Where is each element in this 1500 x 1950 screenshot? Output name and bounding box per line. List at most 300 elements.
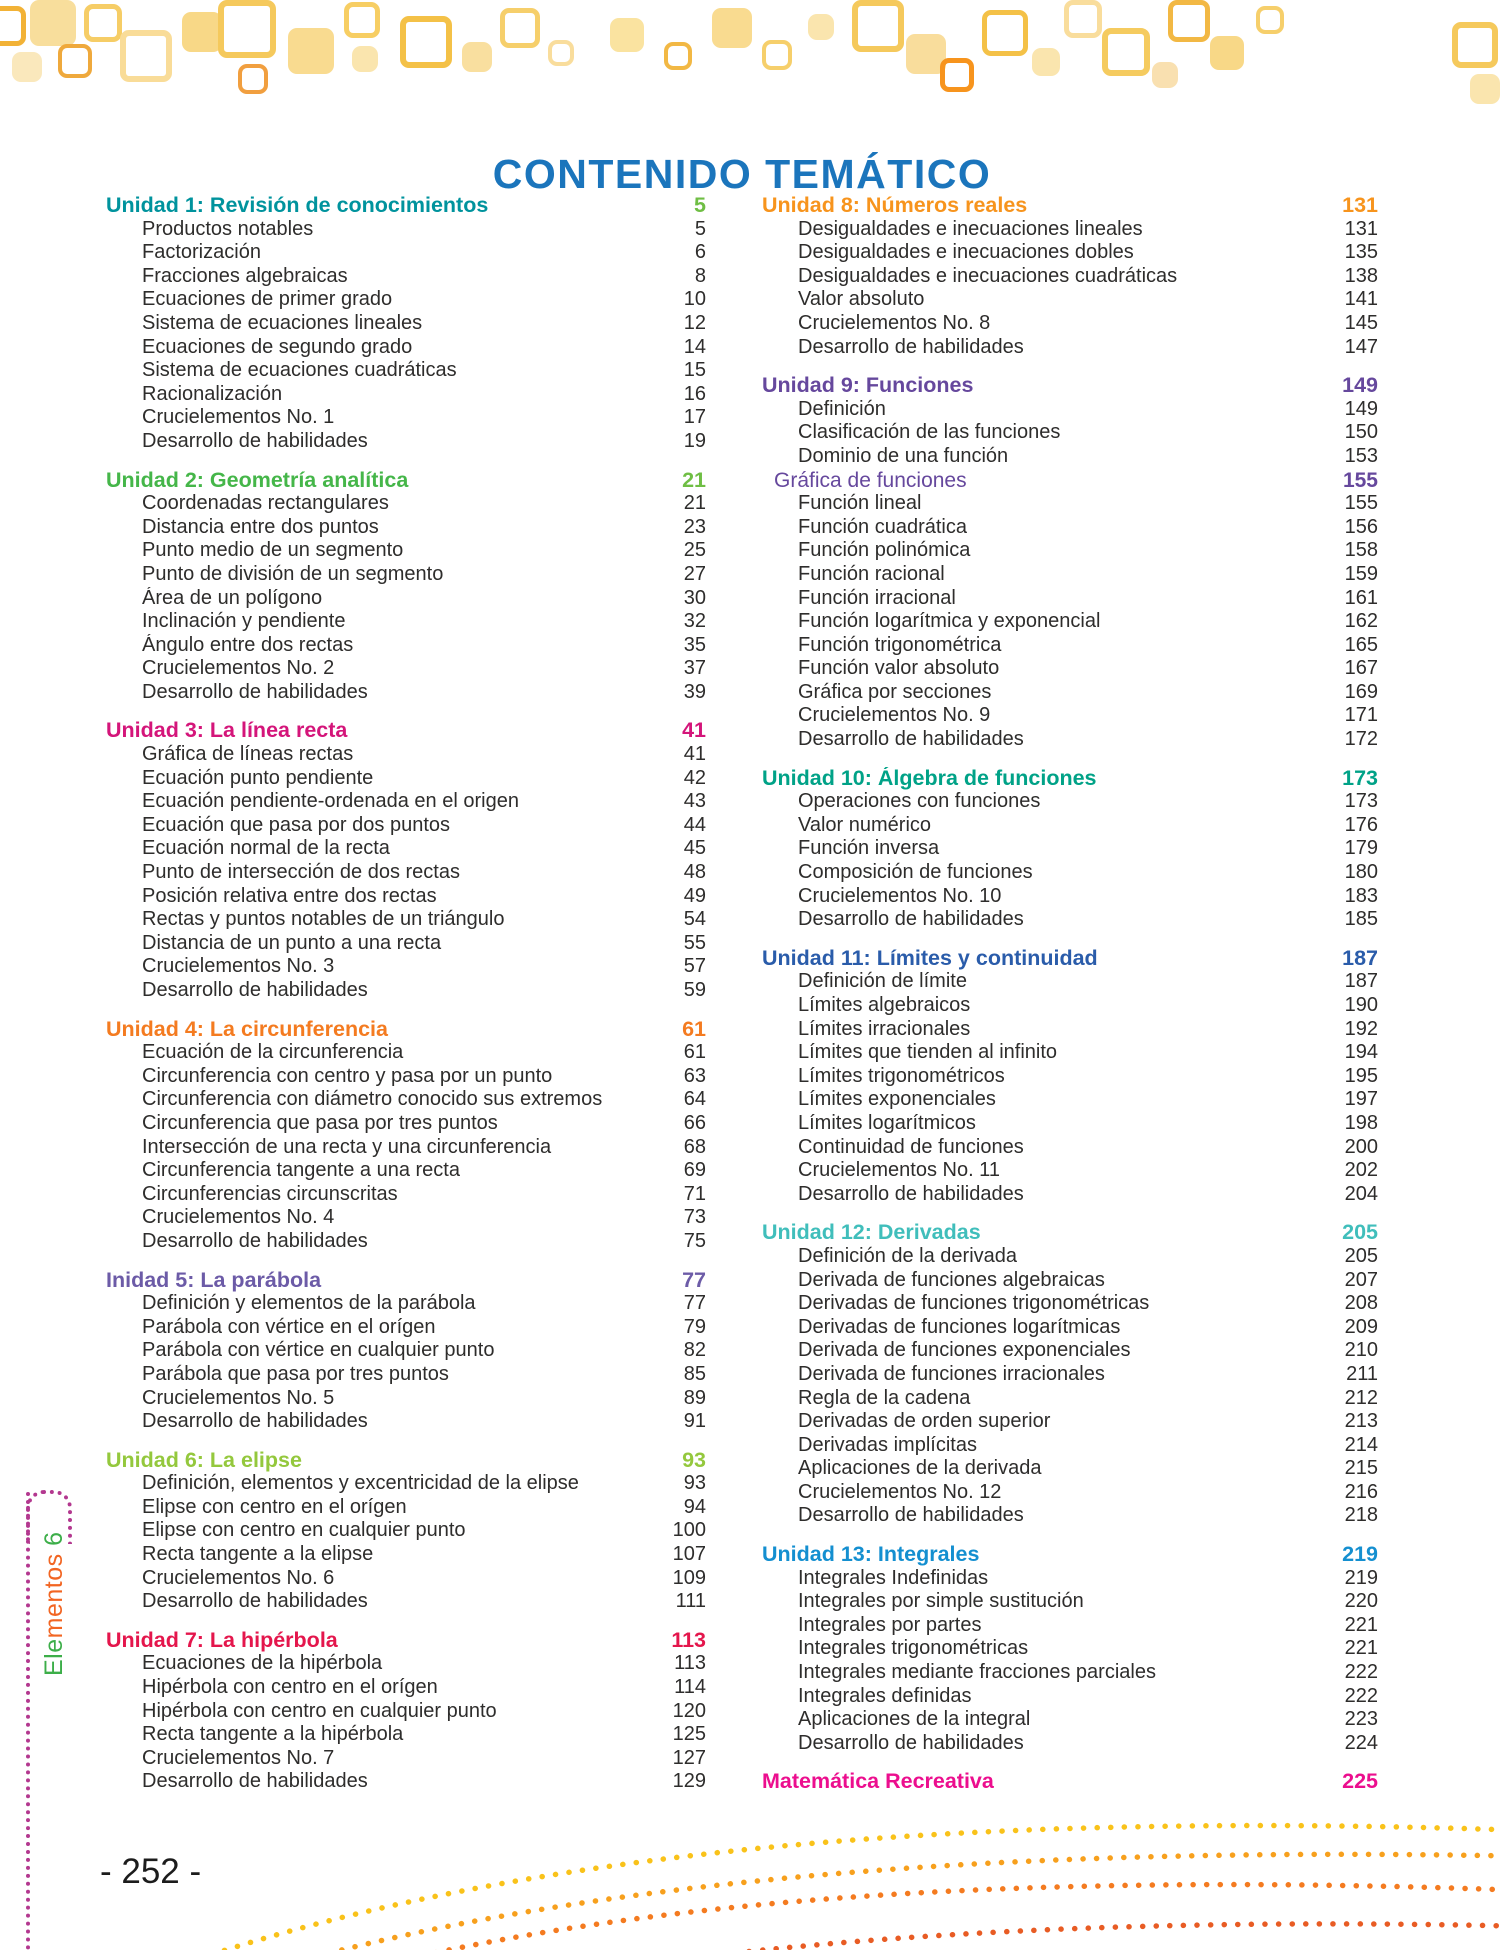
unit-header-row [762, 767, 1378, 791]
toc-item-row [762, 1685, 1378, 1709]
toc-item-label: Punto medio de un segmento [142, 539, 404, 562]
toc-item-row [762, 563, 1378, 587]
toc-item-page-number: 150 [1344, 421, 1378, 444]
toc-item-row [106, 563, 706, 587]
toc-item-row [106, 1543, 706, 1567]
toc-item-page-number: 195 [1344, 1064, 1378, 1087]
toc-item-row [762, 1136, 1378, 1160]
toc-item-page-number: 114 [674, 1676, 706, 1699]
toc-item-label: Circunferencias circunscritas [142, 1182, 398, 1205]
toc-item-row [762, 790, 1378, 814]
subsection-header-row [762, 469, 1378, 493]
toc-item-page-number: 100 [672, 1519, 706, 1542]
rounded-square-decoration [1452, 22, 1498, 68]
toc-unit-section [762, 1221, 1378, 1528]
toc-item-row [762, 1481, 1378, 1505]
toc-item-page-number: 207 [1344, 1268, 1378, 1291]
unit-title: Unidad 10: Álgebra de funciones [762, 766, 1097, 790]
toc-item-row [762, 1504, 1378, 1528]
unit-page-number: 131 [1342, 193, 1378, 217]
toc-item-label: Posición relativa entre dos rectas [142, 884, 437, 907]
unit-header-row [106, 1018, 706, 1042]
toc-item-label: Crucielementos No. 2 [142, 657, 335, 680]
toc-item-row [762, 1339, 1378, 1363]
toc-item-label: Fracciones algebraicas [142, 264, 348, 287]
unit-header-row [762, 947, 1378, 971]
unit-header-row [106, 1269, 706, 1293]
unit-header-row [106, 1629, 706, 1653]
toc-item-label: Recta tangente a la elipse [142, 1543, 374, 1566]
toc-item-page-number: 159 [1344, 562, 1378, 585]
toc-item-label: Límites algebraicos [798, 994, 971, 1016]
toc-item-page-number: 125 [672, 1723, 706, 1746]
unit-title: Unidad 1: Revisión de conocimientos [106, 194, 489, 217]
toc-item-page-number: 89 [683, 1386, 706, 1409]
toc-item-row [762, 265, 1378, 289]
toc-item-row [106, 1112, 706, 1136]
toc-item-page-number: 220 [1344, 1590, 1378, 1613]
unit-title: Unidad 3: La línea recta [106, 719, 348, 743]
toc-column-right [762, 194, 1378, 1794]
toc-item-page-number: 71 [683, 1182, 706, 1205]
toc-item-page-number: 27 [683, 562, 706, 585]
toc-item-page-number: 64 [683, 1088, 706, 1111]
toc-item-row [106, 1723, 706, 1747]
toc-item-row [762, 814, 1378, 838]
toc-item-label: Función inversa [798, 837, 940, 860]
toc-item-row [762, 728, 1378, 752]
toc-item-page-number: 54 [683, 908, 706, 931]
toc-item-page-number: 198 [1344, 1111, 1378, 1134]
rounded-square-decoration [12, 52, 42, 82]
toc-item-row [762, 1387, 1378, 1411]
rounded-square-decoration [610, 18, 644, 52]
toc-item-label: Crucielementos No. 8 [798, 311, 991, 334]
toc-item-label: Desarrollo de habilidades [798, 335, 1024, 358]
toc-item-page-number: 66 [683, 1111, 706, 1134]
toc-item-page-number: 216 [1344, 1480, 1378, 1503]
toc-item-label: Racionalización [142, 382, 283, 405]
toc-item-row [106, 539, 706, 563]
toc-item-row [762, 241, 1378, 265]
toc-item-label: Función racional [798, 562, 945, 585]
toc-item-label: Inclinación y pendiente [142, 610, 346, 633]
toc-item-row [762, 994, 1378, 1018]
toc-item-label: Continuidad de funciones [798, 1135, 1024, 1158]
toc-item-label: Ecuación de la circunferencia [142, 1041, 404, 1064]
toc-item-row [106, 861, 706, 885]
toc-item-label: Ecuación pendiente-ordenada en el origen [142, 790, 519, 813]
toc-item-label: Circunferencia con diámetro conocido sus extremos [142, 1088, 603, 1111]
toc-item-page-number: 120 [672, 1699, 706, 1722]
toc-item-row [762, 288, 1378, 312]
toc-item-page-number: 224 [1344, 1731, 1378, 1754]
toc-item-page-number: 153 [1344, 444, 1378, 467]
toc-item-label: Ecuación que pasa por dos puntos [142, 813, 450, 836]
toc-item-label: Recta tangente a la hipérbola [142, 1723, 404, 1746]
toc-item-page-number: 213 [1344, 1410, 1378, 1433]
toc-item-row [106, 1652, 706, 1676]
footer-page-number: - 252 - [100, 1852, 202, 1891]
toc-item-row [106, 587, 706, 611]
toc-item-row [106, 657, 706, 681]
toc-item-label: Distancia de un punto a una recta [142, 931, 442, 954]
toc-item-label: Derivadas de funciones logarítmicas [798, 1315, 1121, 1338]
rounded-square-decoration [1064, 0, 1102, 38]
unit-page-number: 225 [1342, 1769, 1378, 1794]
toc-item-row [762, 1088, 1378, 1112]
toc-item-page-number: 127 [672, 1746, 706, 1769]
toc-item-label: Punto de intersección de dos rectas [142, 861, 460, 884]
toc-item-label: Factorización [142, 241, 261, 264]
toc-item-page-number: 218 [1344, 1504, 1378, 1527]
toc-item-label: Gráfica por secciones [798, 680, 992, 703]
toc-item-page-number: 32 [683, 610, 706, 633]
unit-title: Matemática Recreativa [762, 1770, 994, 1794]
toc-item-label: Valor absoluto [798, 288, 925, 311]
toc-item-row [106, 1590, 706, 1614]
rounded-square-decoration [1102, 28, 1150, 76]
toc-item-label: Circunferencia que pasa por tres puntos [142, 1111, 498, 1134]
toc-item-page-number: 107 [672, 1543, 706, 1566]
toc-item-page-number: 211 [1346, 1362, 1378, 1385]
rounded-square-decoration [120, 30, 172, 82]
toc-item-label: Desigualdades e inecuaciones lineales [798, 217, 1143, 240]
unit-page-number: 155 [1342, 468, 1378, 492]
toc-item-page-number: 91 [683, 1410, 706, 1433]
toc-item-page-number: 85 [683, 1362, 706, 1385]
toc-item-label: Función irracional [798, 586, 956, 609]
toc-item-label: Gráfica de líneas rectas [142, 743, 354, 766]
toc-item-label: Desarrollo de habilidades [798, 1182, 1024, 1205]
unit-header-row [762, 1543, 1378, 1567]
toc-item-label: Desarrollo de habilidades [798, 1504, 1024, 1527]
toc-item-page-number: 165 [1344, 633, 1378, 656]
unit-header-row [762, 1770, 1378, 1794]
toc-unit-section [106, 719, 706, 1002]
toc-item-row [106, 885, 706, 909]
toc-item-row [106, 336, 706, 360]
toc-item-row [762, 1292, 1378, 1316]
toc-item-row [106, 1410, 706, 1434]
toc-item-row [762, 837, 1378, 861]
toc-item-row [106, 1363, 706, 1387]
toc-item-page-number: 17 [683, 406, 706, 429]
toc-item-label: Crucielementos No. 11 [798, 1159, 1000, 1182]
toc-item-page-number: 205 [1344, 1244, 1378, 1267]
toc-item-row [762, 1065, 1378, 1089]
toc-item-page-number: 221 [1344, 1613, 1378, 1636]
toc-item-label: Circunferencia con centro y pasa por un punto [142, 1064, 553, 1087]
toc-item-label: Desigualdades e inecuaciones cuadráticas [798, 264, 1178, 287]
toc-item-page-number: 204 [1344, 1182, 1378, 1205]
toc-item-label: Área de un polígono [142, 586, 323, 609]
toc-item-page-number: 44 [683, 813, 706, 836]
toc-item-page-number: 15 [683, 359, 706, 382]
toc-item-row [762, 681, 1378, 705]
toc-item-page-number: 45 [683, 837, 706, 860]
toc-item-label: Integrales definidas [798, 1684, 972, 1707]
unit-title: Unidad 8: Números reales [762, 194, 1028, 217]
toc-item-row [762, 1183, 1378, 1207]
toc-item-label: Rectas y puntos notables de un triángulo [142, 908, 505, 931]
toc-item-label: Coordenadas rectangulares [142, 492, 389, 515]
toc-item-page-number: 42 [683, 766, 706, 789]
toc-item-label: Crucielementos No. 9 [798, 704, 991, 727]
toc-item-row [762, 398, 1378, 422]
toc-item-row [106, 1519, 706, 1543]
toc-item-page-number: 131 [1344, 217, 1378, 240]
toc-item-page-number: 61 [683, 1041, 706, 1064]
toc-item-row [106, 1230, 706, 1254]
toc-item-page-number: 16 [683, 382, 706, 405]
toc-item-label: Crucielementos No. 10 [798, 884, 1002, 907]
rounded-square-decoration [940, 58, 974, 92]
toc-item-label: Sistema de ecuaciones lineales [142, 311, 423, 334]
toc-item-row [106, 1041, 706, 1065]
toc-item-label: Crucielementos No. 3 [142, 955, 335, 978]
toc-item-label: Límites exponenciales [798, 1088, 996, 1111]
unit-header-row [106, 469, 706, 493]
toc-item-page-number: 43 [683, 790, 706, 813]
unit-page-number: 219 [1342, 1542, 1378, 1567]
page-title: CONTENIDO TEMÁTICO [492, 151, 992, 198]
toc-item-row [106, 1472, 706, 1496]
toc-item-row [106, 1676, 706, 1700]
toc-item-page-number: 111 [675, 1590, 706, 1613]
toc-item-label: Definición de límite [798, 970, 967, 993]
toc-item-page-number: 35 [683, 633, 706, 656]
toc-item-row [106, 288, 706, 312]
toc-item-label: Crucielementos No. 5 [142, 1386, 335, 1409]
rounded-square-decoration [500, 8, 540, 48]
toc-item-page-number: 169 [1344, 680, 1378, 703]
toc-item-label: Crucielementos No. 12 [798, 1480, 1002, 1503]
toc-item-page-number: 197 [1344, 1088, 1378, 1111]
toc-item-label: Definición, elementos y excentricidad de la elipse [142, 1472, 579, 1495]
toc-item-page-number: 147 [1344, 335, 1378, 358]
toc-unit-section [106, 1269, 706, 1434]
toc-unit-section [106, 469, 706, 705]
rounded-square-decoration [182, 12, 222, 52]
toc-item-page-number: 41 [683, 743, 706, 766]
unit-page-number: 5 [694, 193, 706, 217]
toc-item-row [106, 932, 706, 956]
unit-header-row [106, 719, 706, 743]
toc-item-label: Función logarítmica y exponencial [798, 610, 1101, 633]
toc-item-row [106, 908, 706, 932]
toc-item-label: Productos notables [142, 217, 314, 240]
rounded-square-decoration [1256, 6, 1284, 34]
toc-item-label: Desarrollo de habilidades [142, 1590, 368, 1613]
toc-item-page-number: 113 [674, 1652, 706, 1675]
toc-item-row [762, 1018, 1378, 1042]
toc-item-row [762, 421, 1378, 445]
toc-item-page-number: 129 [672, 1770, 706, 1793]
toc-item-row [106, 837, 706, 861]
toc-item-row [106, 312, 706, 336]
toc-item-label: Clasificación de las funciones [798, 421, 1061, 444]
toc-item-row [762, 1245, 1378, 1269]
unit-page-number: 187 [1342, 945, 1378, 970]
toc-item-page-number: 37 [683, 657, 706, 680]
toc-item-label: Desarrollo de habilidades [798, 1731, 1024, 1754]
toc-item-label: Dominio de una función [798, 444, 1009, 467]
toc-item-page-number: 21 [683, 492, 706, 515]
dotted-arc-decoration [330, 1885, 1500, 1950]
toc-unit-section [106, 194, 706, 454]
unit-title: Unidad 13: Integrales [762, 1543, 980, 1567]
toc-item-label: Parábola con vértice en el orígen [142, 1315, 436, 1338]
toc-item-label: Desarrollo de habilidades [142, 979, 368, 1001]
rounded-square-decoration [1210, 36, 1244, 70]
rounded-square-decoration [1168, 0, 1210, 42]
toc-item-row [762, 1614, 1378, 1638]
toc-item-label: Elipse con centro en el orígen [142, 1495, 407, 1518]
toc-item-page-number: 221 [1344, 1637, 1378, 1660]
toc-item-label: Punto de división de un segmento [142, 562, 444, 585]
toc-item-row [762, 1112, 1378, 1136]
toc-item-label: Composición de funciones [798, 861, 1033, 884]
toc-item-row [762, 1159, 1378, 1183]
unit-title: Unidad 9: Funciones [762, 374, 974, 398]
toc-item-label: Regla de la cadena [798, 1386, 971, 1409]
toc-item-row [106, 610, 706, 634]
rounded-square-decoration [462, 42, 492, 72]
toc-item-row [762, 657, 1378, 681]
toc-item-label: Intersección de una recta y una circunferencia [142, 1135, 552, 1158]
toc-item-row [106, 1496, 706, 1520]
toc-item-label: Derivada de funciones irracionales [798, 1362, 1105, 1385]
toc-column-left [106, 194, 706, 1794]
toc-item-label: Operaciones con funciones [798, 790, 1041, 813]
unit-header-row [762, 374, 1378, 398]
unit-title: Inidad 5: La parábola [106, 1268, 322, 1292]
toc-item-row [762, 1434, 1378, 1458]
rounded-square-decoration [762, 40, 792, 70]
side-tab-dotted-line [26, 1492, 30, 1950]
toc-item-page-number: 162 [1344, 610, 1378, 633]
toc-item-label: Función trigonométrica [798, 633, 1002, 656]
toc-item-row [106, 516, 706, 540]
toc-item-page-number: 210 [1344, 1339, 1378, 1362]
toc-item-label: Definición [798, 397, 886, 420]
toc-item-row [762, 1316, 1378, 1340]
toc-item-row [762, 1590, 1378, 1614]
toc-item-page-number: 141 [1344, 288, 1378, 311]
unit-page-number: 21 [682, 467, 706, 492]
toc-item-row [762, 1363, 1378, 1387]
rounded-square-decoration [0, 6, 26, 46]
unit-title: Unidad 6: La elipse [106, 1448, 302, 1472]
toc-item-label: Elipse con centro en cualquier punto [142, 1519, 466, 1542]
toc-item-row [762, 1041, 1378, 1065]
toc-subsection [762, 469, 1378, 752]
toc-item-label: Función lineal [798, 492, 922, 515]
unit-page-number: 93 [682, 1447, 706, 1472]
toc-item-row [106, 634, 706, 658]
dotted-arc-decoration [480, 1924, 1500, 1950]
toc-item-page-number: 79 [683, 1315, 706, 1338]
side-tab-label-green-start: Ele [40, 1638, 68, 1676]
toc-item-row [762, 1637, 1378, 1661]
toc-item-row [106, 1088, 706, 1112]
toc-item-label: Ángulo entre dos rectas [142, 633, 354, 656]
toc-item-label: Crucielementos No. 4 [142, 1206, 335, 1229]
toc-item-row [106, 1770, 706, 1794]
toc-item-row [762, 861, 1378, 885]
toc-item-page-number: 214 [1344, 1433, 1378, 1456]
toc-unit-section [762, 1770, 1378, 1794]
toc-item-page-number: 30 [683, 586, 706, 609]
toc-item-page-number: 10 [683, 288, 706, 311]
toc-item-page-number: 57 [683, 955, 706, 978]
toc-item-label: Crucielementos No. 7 [142, 1746, 335, 1769]
toc-item-row [762, 908, 1378, 932]
toc-item-row [106, 1316, 706, 1340]
toc-item-label: Distancia entre dos puntos [142, 515, 379, 538]
toc-item-page-number: 192 [1344, 1017, 1378, 1040]
toc-unit-section [762, 374, 1378, 468]
toc-item-row [106, 955, 706, 979]
toc-item-row [106, 1292, 706, 1316]
toc-item-page-number: 171 [1344, 704, 1378, 727]
toc-item-page-number: 180 [1344, 861, 1378, 884]
rounded-square-decoration [30, 0, 76, 46]
toc-item-page-number: 6 [694, 241, 706, 264]
unit-page-number: 205 [1342, 1220, 1378, 1245]
toc-item-page-number: 185 [1344, 908, 1378, 931]
toc-item-page-number: 82 [683, 1339, 706, 1362]
toc-item-page-number: 158 [1344, 539, 1378, 562]
unit-page-number: 77 [682, 1267, 706, 1292]
toc-item-row [762, 1457, 1378, 1481]
toc-unit-section [762, 1543, 1378, 1755]
toc-item-page-number: 135 [1344, 241, 1378, 264]
toc-item-page-number: 63 [683, 1064, 706, 1087]
toc-item-row [106, 383, 706, 407]
rounded-square-decoration [1032, 48, 1060, 76]
toc-item-page-number: 5 [694, 217, 706, 240]
toc-item-row [106, 218, 706, 242]
unit-page-number: 149 [1342, 373, 1378, 398]
toc-item-label: Crucielementos No. 6 [142, 1566, 335, 1589]
toc-item-row [762, 1708, 1378, 1732]
toc-item-row [762, 610, 1378, 634]
toc-item-label: Ecuaciones de la hipérbola [142, 1652, 383, 1675]
toc-item-row [762, 1269, 1378, 1293]
toc-item-page-number: 8 [694, 264, 706, 287]
toc-unit-section [762, 767, 1378, 932]
toc-item-label: Integrales trigonométricas [798, 1637, 1029, 1660]
toc-item-page-number: 200 [1344, 1135, 1378, 1158]
toc-item-label: Hipérbola con centro en cualquier punto [142, 1699, 497, 1722]
toc-item-label: Desarrollo de habilidades [798, 728, 1024, 751]
toc-item-row [106, 241, 706, 265]
toc-item-page-number: 173 [1344, 790, 1378, 813]
toc-item-label: Derivadas de funciones trigonométricas [798, 1292, 1150, 1315]
toc-item-row [762, 587, 1378, 611]
unit-page-number: 41 [682, 718, 706, 743]
toc-item-label: Ecuaciones de segundo grado [142, 335, 413, 358]
toc-item-page-number: 187 [1344, 970, 1378, 993]
toc-item-page-number: 156 [1344, 515, 1378, 538]
toc-item-label: Desarrollo de habilidades [798, 908, 1024, 931]
rounded-square-decoration [352, 46, 378, 72]
toc-item-page-number: 176 [1344, 813, 1378, 836]
toc-item-label: Parábola que pasa por tres puntos [142, 1362, 449, 1385]
toc-item-page-number: 145 [1344, 311, 1378, 334]
